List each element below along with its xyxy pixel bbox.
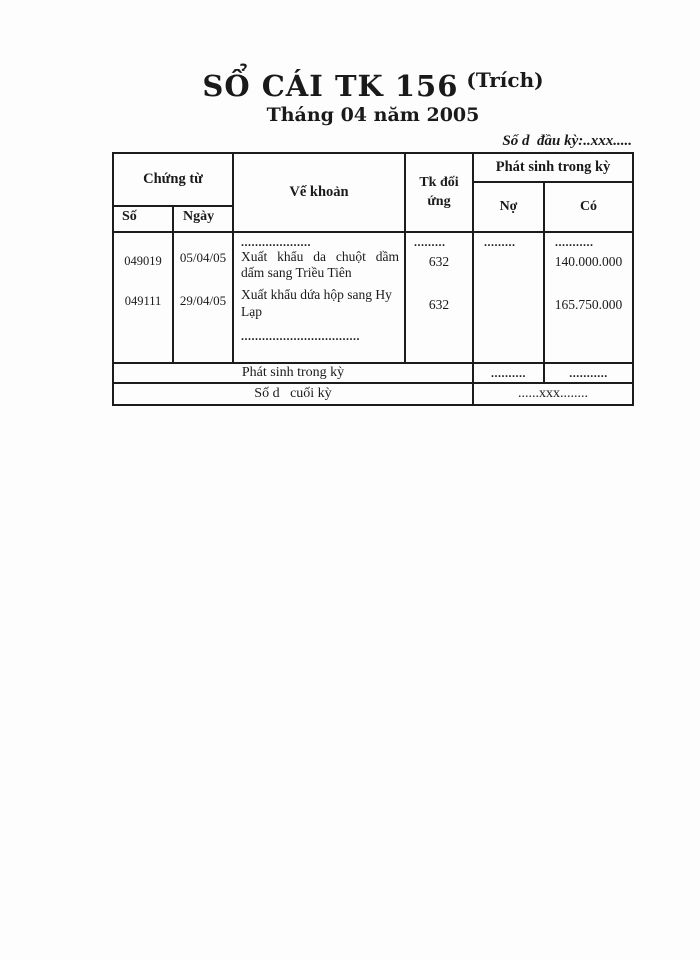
header-group-phat-sinh bbox=[474, 154, 632, 231]
dotted-line: .................................. bbox=[241, 329, 360, 342]
footer-phat-sinh-row bbox=[114, 362, 632, 382]
column-ve-khoan bbox=[234, 233, 406, 362]
table-body bbox=[114, 233, 632, 362]
cell-tk-doi-ung: 632 bbox=[428, 297, 450, 313]
cell-co-amount: 165.750.000 bbox=[554, 297, 623, 313]
dotted-line: ........... bbox=[555, 236, 594, 248]
footer-co-dots: ........... bbox=[569, 366, 608, 380]
header-tk-doi-ung: Tk đối ứng bbox=[406, 154, 474, 231]
dotted-line: ......... bbox=[414, 236, 446, 248]
column-so bbox=[114, 233, 174, 362]
cell-tk-doi-ung: 632 bbox=[428, 254, 450, 269]
opening-balance: Số d đầu kỳ:..xxx..... bbox=[502, 133, 632, 149]
cell-desc: Xuất khẩu dứa hộp sang Hy Lạp bbox=[241, 287, 392, 319]
header-no: Nợ bbox=[474, 183, 545, 231]
cell-ngay: 05/04/05 bbox=[179, 250, 227, 265]
header-ngay: Ngày bbox=[183, 209, 215, 224]
page-title-note: (Trích) bbox=[466, 68, 544, 92]
cell-ngay: 29/04/05 bbox=[179, 292, 227, 308]
dotted-line: ......... bbox=[484, 236, 516, 248]
cell-co-amount: 140.000.000 bbox=[554, 254, 623, 269]
footer-no-dots: .......... bbox=[474, 364, 545, 382]
document-header bbox=[112, 68, 634, 103]
footer-closing-label: Số d cuối kỳ bbox=[114, 384, 474, 404]
header-chung-tu: Chứng từ bbox=[114, 154, 232, 207]
header-group-chung-tu bbox=[114, 154, 234, 231]
column-no bbox=[474, 233, 545, 362]
cell-so: 049111 bbox=[124, 294, 162, 308]
header-ve-khoan: Vế khoản bbox=[234, 154, 406, 231]
column-co bbox=[545, 233, 632, 362]
cell-desc: Xuất khẩu da chuột dầm dấm sang Triều Tiên bbox=[241, 249, 399, 281]
ledger-document bbox=[112, 0, 634, 406]
cell-so: 049019 bbox=[124, 254, 162, 268]
page-subtitle: Tháng 04 năm 2005 bbox=[266, 104, 480, 126]
header-co: Có bbox=[579, 198, 598, 214]
footer-phat-sinh-label: Phát sinh trong kỳ bbox=[114, 364, 474, 382]
ledger-table bbox=[112, 152, 634, 406]
column-tk-doi-ung bbox=[406, 233, 474, 362]
page-title: SỔ CÁI TK 156 bbox=[202, 69, 459, 103]
footer-closing-row bbox=[114, 382, 632, 404]
column-ngay bbox=[174, 233, 234, 362]
header-so: Số bbox=[114, 207, 174, 231]
dotted-line: .................... bbox=[241, 236, 311, 248]
header-phat-sinh-trong-ky: Phát sinh trong kỳ bbox=[474, 154, 632, 183]
footer-closing-value: ......xxx........ bbox=[518, 385, 588, 401]
table-header bbox=[114, 154, 632, 233]
